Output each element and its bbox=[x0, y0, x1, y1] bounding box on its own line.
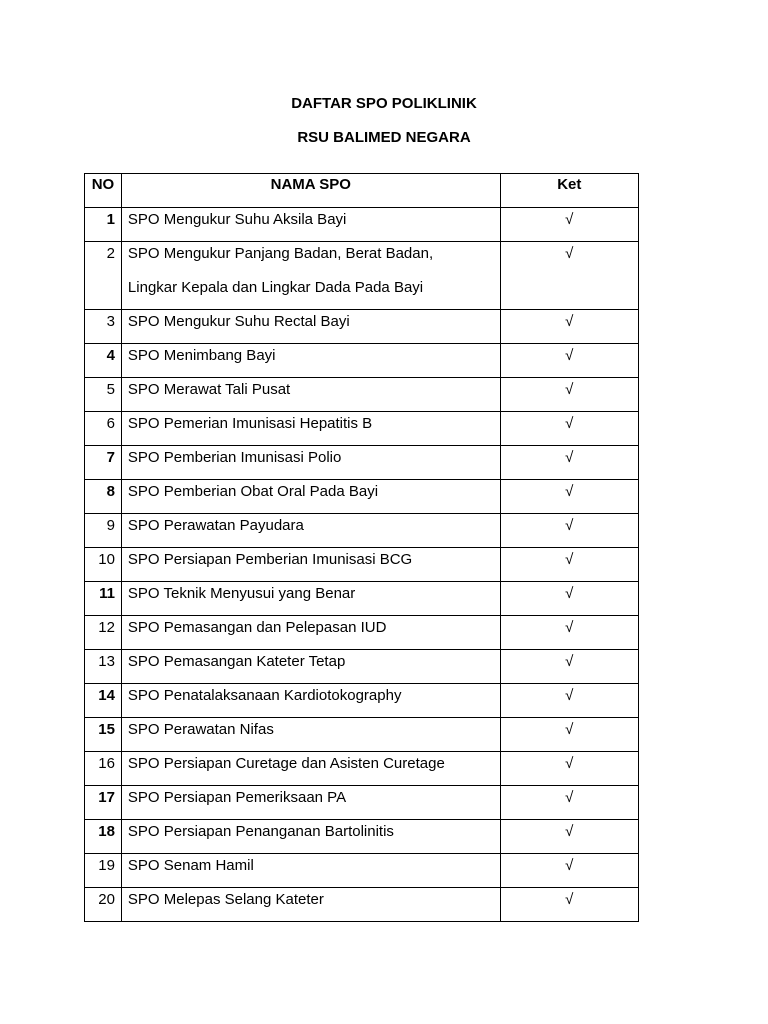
table-row bbox=[85, 378, 639, 412]
table-row bbox=[85, 480, 639, 514]
spo-name bbox=[121, 412, 500, 446]
spo-name-line: SPO Mengukur Suhu Aksila Bayi bbox=[127, 211, 347, 228]
ket-checkmark: √ bbox=[500, 514, 638, 548]
spo-name bbox=[121, 548, 500, 582]
ket-checkmark: √ bbox=[500, 242, 638, 310]
ket-checkmark: √ bbox=[500, 684, 638, 718]
spo-name-line: SPO Pemerian Imunisasi Hepatitis B bbox=[127, 415, 373, 432]
ket-checkmark: √ bbox=[500, 752, 638, 786]
row-number: 18 bbox=[85, 820, 122, 854]
ket-checkmark: √ bbox=[500, 616, 638, 650]
ket-checkmark: √ bbox=[500, 548, 638, 582]
row-number: 6 bbox=[85, 412, 122, 446]
table-row bbox=[85, 582, 639, 616]
row-number: 20 bbox=[85, 888, 122, 922]
row-number: 1 bbox=[85, 208, 122, 242]
spo-name-line: SPO Mengukur Suhu Rectal Bayi bbox=[127, 313, 350, 330]
spo-name-line: SPO Penatalaksanaan Kardiotokography bbox=[127, 687, 402, 704]
spo-name-line: SPO Pemasangan Kateter Tetap bbox=[127, 653, 346, 670]
document-subtitle: RSU BALIMED NEGARA bbox=[297, 129, 471, 146]
table-row bbox=[85, 514, 639, 548]
spo-name bbox=[121, 888, 500, 922]
table-row bbox=[85, 344, 639, 378]
row-number: 15 bbox=[85, 718, 122, 752]
row-number: 5 bbox=[85, 378, 122, 412]
spo-name bbox=[121, 616, 500, 650]
document-title: DAFTAR SPO POLIKLINIK bbox=[291, 95, 477, 112]
row-number: 11 bbox=[85, 582, 122, 616]
ket-checkmark: √ bbox=[500, 208, 638, 242]
row-number: 9 bbox=[85, 514, 122, 548]
table-row bbox=[85, 310, 639, 344]
table-body bbox=[85, 208, 639, 922]
ket-checkmark: √ bbox=[500, 412, 638, 446]
spo-name-line: SPO Merawat Tali Pusat bbox=[127, 381, 291, 398]
header-ket: Ket bbox=[500, 174, 638, 208]
spo-table bbox=[84, 173, 639, 922]
spo-name-line: SPO Pemberian Obat Oral Pada Bayi bbox=[127, 483, 379, 500]
ket-checkmark: √ bbox=[500, 718, 638, 752]
spo-name-line: SPO Menimbang Bayi bbox=[127, 347, 276, 364]
table-row bbox=[85, 820, 639, 854]
table-header-row bbox=[85, 174, 639, 208]
spo-name bbox=[121, 820, 500, 854]
row-number: 2 bbox=[85, 242, 122, 310]
spo-name bbox=[121, 310, 500, 344]
spo-name bbox=[121, 242, 500, 310]
spo-name bbox=[121, 208, 500, 242]
table-row bbox=[85, 718, 639, 752]
ket-checkmark: √ bbox=[500, 446, 638, 480]
spo-name bbox=[121, 446, 500, 480]
table-row bbox=[85, 208, 639, 242]
spo-name-line: SPO Persiapan Pemberian Imunisasi BCG bbox=[127, 551, 413, 568]
ket-checkmark: √ bbox=[500, 820, 638, 854]
row-number: 13 bbox=[85, 650, 122, 684]
row-number: 17 bbox=[85, 786, 122, 820]
table-row bbox=[85, 242, 639, 310]
row-number: 10 bbox=[85, 548, 122, 582]
row-number: 16 bbox=[85, 752, 122, 786]
table-row bbox=[85, 752, 639, 786]
spo-name-line: SPO Teknik Menyusui yang Benar bbox=[127, 585, 356, 602]
row-number: 14 bbox=[85, 684, 122, 718]
header-nama-spo: NAMA SPO bbox=[121, 174, 500, 208]
ket-checkmark: √ bbox=[500, 344, 638, 378]
spo-name bbox=[121, 344, 500, 378]
spo-name bbox=[121, 514, 500, 548]
ket-checkmark: √ bbox=[500, 310, 638, 344]
spo-name-line: SPO Melepas Selang Kateter bbox=[127, 891, 324, 908]
ket-checkmark: √ bbox=[500, 650, 638, 684]
spo-name bbox=[121, 684, 500, 718]
spo-name bbox=[121, 650, 500, 684]
spo-name-line: SPO Pemasangan dan Pelepasan IUD bbox=[127, 619, 387, 636]
spo-name-line: SPO Persiapan Penanganan Bartolinitis bbox=[127, 823, 394, 840]
spo-name bbox=[121, 378, 500, 412]
table-row bbox=[85, 412, 639, 446]
row-number: 12 bbox=[85, 616, 122, 650]
table-row bbox=[85, 650, 639, 684]
ket-checkmark: √ bbox=[500, 888, 638, 922]
table-row bbox=[85, 786, 639, 820]
row-number: 4 bbox=[85, 344, 122, 378]
table-row bbox=[85, 548, 639, 582]
spo-name bbox=[121, 786, 500, 820]
ket-checkmark: √ bbox=[500, 854, 638, 888]
row-number: 8 bbox=[85, 480, 122, 514]
spo-name-line: SPO Pemberian Imunisasi Polio bbox=[127, 449, 342, 466]
spo-name-line: SPO Perawatan Payudara bbox=[127, 517, 304, 534]
row-number: 3 bbox=[85, 310, 122, 344]
header-no: NO bbox=[85, 174, 122, 208]
row-number: 19 bbox=[85, 854, 122, 888]
table-row bbox=[85, 888, 639, 922]
spo-name-line: SPO Perawatan Nifas bbox=[127, 721, 274, 738]
ket-checkmark: √ bbox=[500, 378, 638, 412]
ket-checkmark: √ bbox=[500, 582, 638, 616]
spo-name bbox=[121, 480, 500, 514]
table-row bbox=[85, 446, 639, 480]
spo-name bbox=[121, 582, 500, 616]
spo-name-line: SPO Persiapan Pemeriksaan PA bbox=[127, 789, 347, 806]
table-row bbox=[85, 616, 639, 650]
table-row bbox=[85, 684, 639, 718]
spo-name bbox=[121, 718, 500, 752]
spo-name-line: SPO Persiapan Curetage dan Asisten Curetage bbox=[127, 755, 445, 772]
spo-name bbox=[121, 752, 500, 786]
spo-name-line: SPO Senam Hamil bbox=[127, 857, 254, 874]
spo-name-line: Lingkar Kepala dan Lingkar Dada Pada Bayi bbox=[127, 279, 424, 296]
ket-checkmark: √ bbox=[500, 480, 638, 514]
spo-name-line: SPO Mengukur Panjang Badan, Berat Badan, bbox=[127, 245, 434, 262]
spo-name bbox=[121, 854, 500, 888]
table-row bbox=[85, 854, 639, 888]
ket-checkmark: √ bbox=[500, 786, 638, 820]
row-number: 7 bbox=[85, 446, 122, 480]
